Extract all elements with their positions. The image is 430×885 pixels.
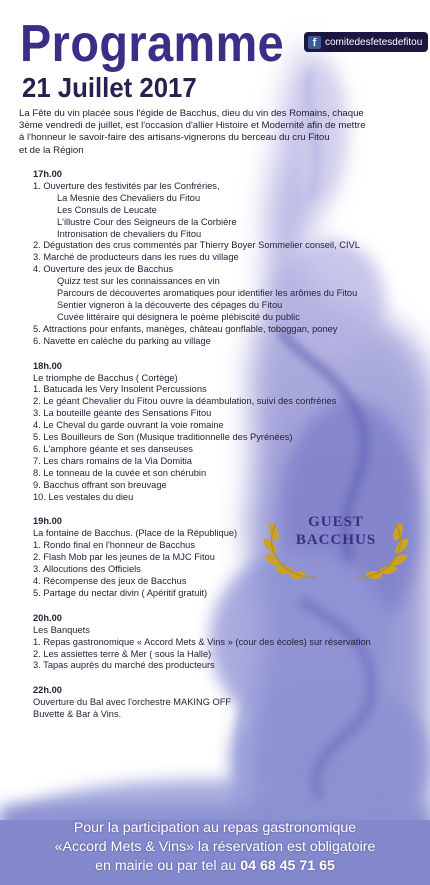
schedule-item: Buvette & Bar à Vins.: [33, 709, 122, 720]
schedule-item: 8. Le tonneau de la cuvée et son chérubin: [33, 467, 207, 478]
schedule-section: [33, 685, 413, 721]
schedule-item: 3. Tapas auprès du marché des producteurs: [33, 660, 215, 671]
event-date: 21 Juillet 2017: [22, 72, 197, 103]
schedule-item: 1. Ouverture des festivités par les Confréries,: [33, 180, 220, 191]
section-time: 17h.00: [33, 169, 62, 179]
schedule-item: Les Banquets: [33, 624, 90, 635]
footer-line-3-prefix: en mairie ou par tel au: [95, 858, 241, 874]
footer-line-1: Pour la participation au repas gastronomique: [73, 820, 357, 836]
schedule-item: 6. L'amphore géante et ses danseuses: [33, 443, 193, 454]
intro-paragraph: [19, 108, 419, 157]
schedule-section: [33, 613, 413, 673]
schedule-item: 4. Le Cheval du garde ouvrant la voie romaine: [33, 420, 224, 431]
schedule-item: 3. La bouteille géante des Sensations Fitou: [33, 408, 212, 419]
page-title: Programme: [20, 15, 285, 73]
schedule-item: 10. Les vestales du dieu: [33, 491, 134, 502]
intro-line: et de la Région: [19, 144, 84, 156]
schedule-item: 5. Partage du nectar divin ( Apéritif gratuit): [33, 587, 208, 598]
schedule-item: Le triomphe de Bacchus ( Cortège): [33, 372, 178, 383]
schedule-item: 1. Batucada les Very Insolent Percussions: [33, 384, 207, 395]
schedule-subitem: Sentier vigneron à la découverte des cépages du Fitou: [57, 299, 283, 310]
schedule-subitem: Les Consuls de Leucate: [57, 204, 157, 215]
facebook-badge[interactable]: [304, 32, 428, 52]
schedule-item: 2. Dégustation des crus commentés par Thierry Boyer Sommelier conseil, CIVL: [33, 240, 360, 251]
schedule-item: 5. Attractions pour enfants, manèges, château gonflable, toboggan, poney: [33, 323, 338, 334]
facebook-icon: f: [308, 36, 321, 49]
schedule-subitem: Quizz test sur les connaissances en vin: [57, 276, 220, 287]
section-time: 18h.00: [33, 360, 62, 371]
schedule-item: 2. Les assiettes terre & Mer ( sous la Halle): [33, 648, 212, 659]
guest-line-2: BACCHUS: [295, 532, 377, 548]
schedule-item: 9. Bacchus offrant son breuvage: [33, 479, 167, 490]
schedule-subitem: L'illustre Cour des Seigneurs de la Corbière: [57, 216, 237, 227]
intro-line: 3ème vendredi de juillet, est l'occasion d'allier Histoire et Modernité afin de mettre: [19, 120, 366, 132]
guest-bacchus-emblem: [256, 512, 416, 582]
schedule-item: 1. Repas gastronomique « Accord Mets & Vins » (cour des écoles) sur réservation: [33, 636, 371, 647]
schedule-item: 7. Les chars romains de la Via Domitia: [33, 455, 192, 466]
schedule-subitem: Parcours de découvertes aromatiques pour identifier les arômes du Fitou: [57, 288, 358, 299]
intro-line: à l'honneur le savoir-faire des artisans-vignerons du berceau du cru Fitou: [19, 132, 330, 144]
section-time: 22h.00: [33, 685, 62, 696]
schedule-section: [33, 169, 413, 348]
schedule-item: 2. Flash Mob par les jeunes de la MJC Fitou: [33, 552, 215, 563]
schedule-subitem: Cuvée littéraire qui désignera le poème plébiscité du public: [57, 311, 300, 322]
footer-line-3: [0, 857, 430, 876]
section-time: 19h.00: [33, 516, 62, 527]
schedule-item: 6. Navette en calèche du parking au village: [33, 335, 211, 346]
schedule-item: Ouverture du Bal avec l'orchestre MAKING OFF: [33, 697, 232, 708]
reservation-notice: [0, 819, 430, 876]
schedule: [33, 169, 413, 734]
schedule-item: 4. Ouverture des jeux de Bacchus: [33, 264, 174, 275]
schedule-item: 1. Rondo final en l'honneur de Bacchus: [33, 540, 196, 551]
section-time: 20h.00: [33, 612, 62, 623]
facebook-label: comitedesfetesdefitou: [325, 36, 423, 48]
schedule-subitem: La Mesnie des Chevaliers du Fitou: [57, 192, 201, 203]
schedule-section: [33, 361, 413, 504]
intro-line: La Fête du vin placée sous l'égide de Bacchus, dieu du vin des Romains, chaque: [19, 108, 364, 119]
phone-number[interactable]: 04 68 45 71 65: [240, 858, 335, 874]
schedule-item: 2. Le géant Chevalier du Fitou ouvre la déambulation, suivi des confréries: [33, 396, 337, 407]
schedule-item: 3. Marché de producteurs dans les rues du village: [33, 252, 239, 263]
schedule-item: 4. Récompense des jeux de Bacchus: [33, 576, 187, 586]
schedule-item: 3. Allocutions des Officiels: [33, 564, 141, 575]
schedule-item: La fontaine de Bacchus. (Place de la République): [33, 528, 238, 539]
schedule-item: 5. Les Bouilleurs de Son (Musique traditionnelle des Pyrénées): [33, 432, 293, 443]
guest-line-1: GUEST: [308, 514, 364, 530]
footer-line-2: «Accord Mets & Vins» la réservation est obligatoire: [54, 839, 376, 855]
schedule-subitem: Intronisation de chevaliers du Fitou: [57, 228, 202, 239]
